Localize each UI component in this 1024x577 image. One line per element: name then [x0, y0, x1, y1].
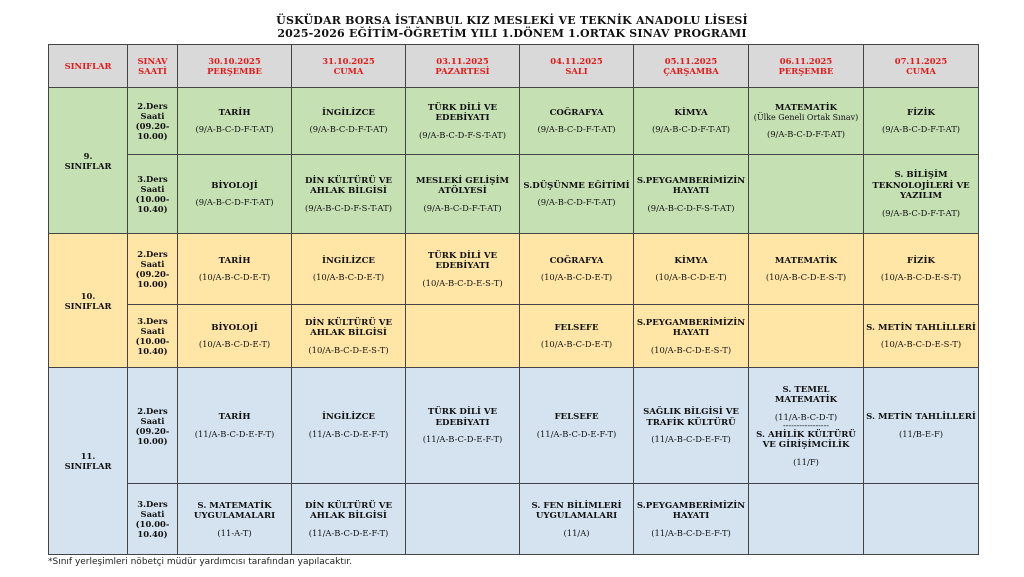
class-list: (9/A-B-C-D-F-T-AT)	[766, 129, 846, 140]
exam-cell	[864, 234, 979, 305]
class-list: (9/A-B-C-D-F-T-AT)	[881, 124, 961, 135]
day-header	[292, 45, 406, 88]
subject-name: FİZİK	[907, 255, 935, 266]
subject-name: COĞRAFYA	[549, 107, 604, 118]
exam-cell	[520, 484, 634, 555]
exam-slot-label: 3.Ders Saati (10.00- 10.40)	[128, 155, 178, 234]
day-header	[520, 45, 634, 88]
class-list: (10/A-B-C-D-E-S-T)	[880, 272, 962, 283]
exam-slot-label: 2.Ders Saati (09.20- 10.00)	[128, 368, 178, 484]
exam-cell	[292, 305, 406, 368]
date-label: 05.11.2025	[664, 56, 718, 66]
exam-cell	[292, 155, 406, 234]
exam-cell	[520, 234, 634, 305]
subject-name: BİYOLOJİ	[211, 322, 258, 333]
exam-cell	[634, 88, 749, 155]
class-list: (10/A-B-C-D-E-S-T)	[765, 272, 847, 283]
class-list: (11/A-B-C-D-T)	[774, 411, 838, 422]
class-list: (9/A-B-C-D-F-S-T-AT)	[305, 202, 392, 213]
subject-name: TARİH	[218, 412, 251, 423]
subject-name: FELSEFE	[554, 412, 599, 423]
exam-schedule-table	[48, 44, 979, 555]
subject-note: (Ülke Geneli Ortak Sınav)	[753, 113, 859, 123]
subject-name: COĞRAFYA	[549, 255, 604, 266]
exam-cell	[520, 88, 634, 155]
class-list: (11/F)	[793, 456, 819, 467]
subject-name: DİN KÜLTÜRÜ VE AHLAK BİLGİSİ	[304, 175, 393, 196]
day-header	[634, 45, 749, 88]
class-list: (9/A-B-C-D-F-S-T-AT)	[419, 129, 506, 140]
exam-slot-label: 3.Ders Saati (10.00- 10.40)	[128, 305, 178, 368]
exam-cell	[178, 368, 292, 484]
subject-name: SAĞLIK BİLGİSİ VE TRAFİK KÜLTÜRÜ	[643, 407, 739, 428]
class-list: (9/A-B-C-D-F-T-AT)	[651, 124, 731, 135]
class-list: (10/A-B-C-D-E-T)	[540, 339, 613, 350]
class-list: (10/A-B-C-D-E-S-T)	[880, 339, 962, 350]
exam-program-title: 2025-2026 EĞİTİM-ÖĞRETİM YILI 1.DÖNEM 1.ORTAK SINAV PROGRAMI	[277, 27, 747, 40]
class-list: (9/A-B-C-D-F-T-AT)	[537, 197, 616, 208]
subject-name: S. BİLİŞİM TEKNOLOJİLERİ VE YAZILIM	[872, 170, 970, 202]
exam-cell	[634, 368, 749, 484]
table-row	[49, 305, 979, 368]
subject-name: TARİH	[218, 255, 251, 266]
empty-exam-cell	[406, 305, 520, 368]
subject-name: S.DÜŞÜNME EĞİTİMİ	[523, 180, 630, 191]
subject-name: MATEMATİK	[774, 102, 838, 113]
subject-name: MESLEKİ GELİŞİM ATÖLYESİ	[415, 175, 510, 196]
class-list: (10/A-B-C-D-E-T)	[198, 339, 271, 350]
subject-name: İNGİLİZCE	[322, 412, 375, 423]
exam-cell	[864, 88, 979, 155]
exam-cell	[749, 88, 864, 155]
class-list: (10/A-B-C-D-E-S-T)	[308, 344, 389, 355]
table-row	[49, 368, 979, 484]
exam-cell	[178, 305, 292, 368]
subject-name: KİMYA	[674, 107, 708, 118]
day-header	[749, 45, 864, 88]
school-name-title: ÜSKÜDAR BORSA İSTANBUL KIZ MESLEKİ VE TEKNİK ANADOLU LİSESİ	[276, 14, 748, 27]
class-list: (9/A-B-C-D-F-T-AT)	[881, 207, 961, 218]
class-list: (11/A-B-C-D-E-F-T)	[422, 434, 503, 444]
subject-name: KİMYA	[674, 255, 708, 266]
empty-exam-cell	[749, 305, 864, 368]
class-list: (9/A-B-C-D-F-T-AT)	[309, 124, 388, 135]
class-list: (10/A-B-C-D-E-T)	[655, 272, 727, 283]
class-list: (9/A-B-C-D-F-T-AT)	[423, 202, 502, 213]
subject-name: DİN KÜLTÜRÜ VE AHLAK BİLGİSİ	[304, 317, 393, 338]
class-list: (10/A-B-C-D-E-S-T)	[422, 277, 503, 288]
class-list: (10/A-B-C-D-E-T)	[198, 272, 271, 283]
exam-cell	[520, 368, 634, 484]
exam-cell	[406, 368, 520, 484]
subject-name: TÜRK DİLİ VE EDEBİYATI	[427, 102, 498, 123]
exam-cell	[634, 234, 749, 305]
subject-name: TÜRK DİLİ VE EDEBİYATI	[427, 407, 498, 428]
class-group-label: 10. SINIFLAR	[49, 234, 128, 368]
exam-cell	[749, 234, 864, 305]
weekday-label: SALI	[565, 66, 588, 76]
exam-cell	[864, 155, 979, 234]
subject-name: S. METİN TAHLİLLERİ	[866, 322, 976, 333]
subject-name: DİN KÜLTÜRÜ VE AHLAK BİLGİSİ	[304, 500, 393, 521]
weekday-label: PAZARTESİ	[435, 66, 490, 76]
footnote: *Sınıf yerleşimleri nöbetçi müdür yardımcısı tarafından yapılacaktır.	[48, 557, 353, 567]
subject-name: MATEMATİK	[774, 255, 838, 266]
exam-cell	[406, 88, 520, 155]
class-list: (11/A)	[563, 527, 590, 538]
class-list: (11-A-T)	[217, 527, 252, 538]
exam-slot-label: 2.Ders Saati (09.20- 10.00)	[128, 234, 178, 305]
subject-name: BİYOLOJİ	[211, 180, 258, 191]
class-list: (9/A-B-C-D-F-S-T-AT)	[647, 202, 735, 213]
weekday-label: PERŞEMBE	[207, 66, 262, 76]
slot-header: SINAV SAATİ	[128, 45, 178, 88]
subject-name: İNGİLİZCE	[322, 107, 375, 118]
class-list: (11/A-B-C-D-E-F-T)	[194, 428, 275, 439]
empty-exam-cell	[864, 484, 979, 555]
subject-name: FİZİK	[907, 107, 935, 118]
subject-name: S. METİN TAHLİLLERİ	[866, 412, 976, 423]
subject-name: TARİH	[218, 107, 251, 118]
class-list: (11/A-B-C-D-E-F-T)	[308, 428, 389, 439]
class-list: (10/A-B-C-D-E-T)	[312, 272, 385, 283]
exam-cell	[292, 368, 406, 484]
exam-cell	[634, 305, 749, 368]
class-list: (9/A-B-C-D-F-T-AT)	[537, 124, 616, 135]
table-row	[49, 155, 979, 234]
date-label: 07.11.2025	[894, 56, 948, 66]
class-list: (11/A-B-C-D-E-F-T)	[536, 428, 617, 439]
exam-cell	[178, 88, 292, 155]
subject-name: S.PEYGAMBERİMİZİN HAYATI	[636, 175, 746, 196]
exam-cell	[406, 155, 520, 234]
exam-cell	[864, 305, 979, 368]
date-label: 06.11.2025	[779, 56, 833, 66]
subject-name: S. AHİLİK KÜLTÜRÜ VE GİRİŞİMCİLİK	[756, 429, 856, 450]
class-group-label: 11. SINIFLAR	[49, 368, 128, 555]
exam-cell	[292, 88, 406, 155]
cell-separator: -----------------	[783, 420, 829, 430]
class-list: (9/A-B-C-D-F-T-AT)	[195, 197, 274, 208]
exam-cell	[406, 234, 520, 305]
table-row	[49, 234, 979, 305]
exam-cell	[864, 368, 979, 484]
subject-name: TÜRK DİLİ VE EDEBİYATI	[427, 250, 498, 271]
table-row	[49, 484, 979, 555]
exam-slot-label: 3.Ders Saati (10.00- 10.40)	[128, 484, 178, 555]
subject-name: FELSEFE	[554, 322, 599, 333]
empty-exam-cell	[749, 155, 864, 234]
weekday-label: ÇARŞAMBA	[663, 66, 719, 76]
class-list: (11/A-B-C-D-E-F-T)	[308, 527, 389, 538]
weekday-label: CUMA	[906, 66, 936, 76]
exam-cell	[292, 484, 406, 555]
exam-cell	[178, 234, 292, 305]
class-list: (10/A-B-C-D-E-T)	[540, 272, 613, 283]
class-list: (11/A-B-C-D-E-F-T)	[651, 527, 731, 538]
exam-cell	[178, 484, 292, 555]
empty-exam-cell	[749, 484, 864, 555]
exam-cell	[292, 234, 406, 305]
subject-name: S. MATEMATİK UYGULAMALARI	[193, 500, 276, 521]
weekday-label: CUMA	[333, 66, 364, 76]
class-list: (10/A-B-C-D-E-S-T)	[650, 344, 732, 355]
weekday-label: PERŞEMBE	[778, 66, 834, 76]
exam-cell	[749, 368, 864, 484]
empty-exam-cell	[406, 484, 520, 555]
day-header	[864, 45, 979, 88]
subject-name: S.PEYGAMBERİMİZİN HAYATI	[636, 317, 746, 338]
exam-cell	[520, 305, 634, 368]
exam-cell	[634, 155, 749, 234]
date-label: 31.10.2025	[322, 56, 375, 66]
document-header	[0, 14, 1024, 40]
subject-name: S.PEYGAMBERİMİZİN HAYATI	[636, 500, 746, 521]
exam-cell	[634, 484, 749, 555]
class-list: (9/A-B-C-D-F-T-AT)	[195, 124, 274, 135]
subject-name: İNGİLİZCE	[322, 255, 375, 266]
day-header	[178, 45, 292, 88]
class-list: (11/B-E-F)	[898, 428, 944, 439]
date-label: 30.10.2025	[208, 56, 261, 66]
date-label: 03.11.2025	[436, 56, 489, 66]
subject-name: S. TEMEL MATEMATİK	[774, 384, 838, 405]
exam-cell	[178, 155, 292, 234]
exam-cell	[520, 155, 634, 234]
table-row	[49, 88, 979, 155]
class-group-label: 9. SINIFLAR	[49, 88, 128, 234]
classes-header: SINIFLAR	[49, 45, 128, 88]
class-list: (11/A-B-C-D-E-F-T)	[651, 434, 731, 444]
day-header	[406, 45, 520, 88]
subject-name: S. FEN BİLİMLERİ UYGULAMALARI	[531, 500, 622, 521]
table-header-row	[49, 45, 979, 88]
exam-slot-label: 2.Ders Saati (09.20- 10.00)	[128, 88, 178, 155]
date-label: 04.11.2025	[550, 56, 603, 66]
